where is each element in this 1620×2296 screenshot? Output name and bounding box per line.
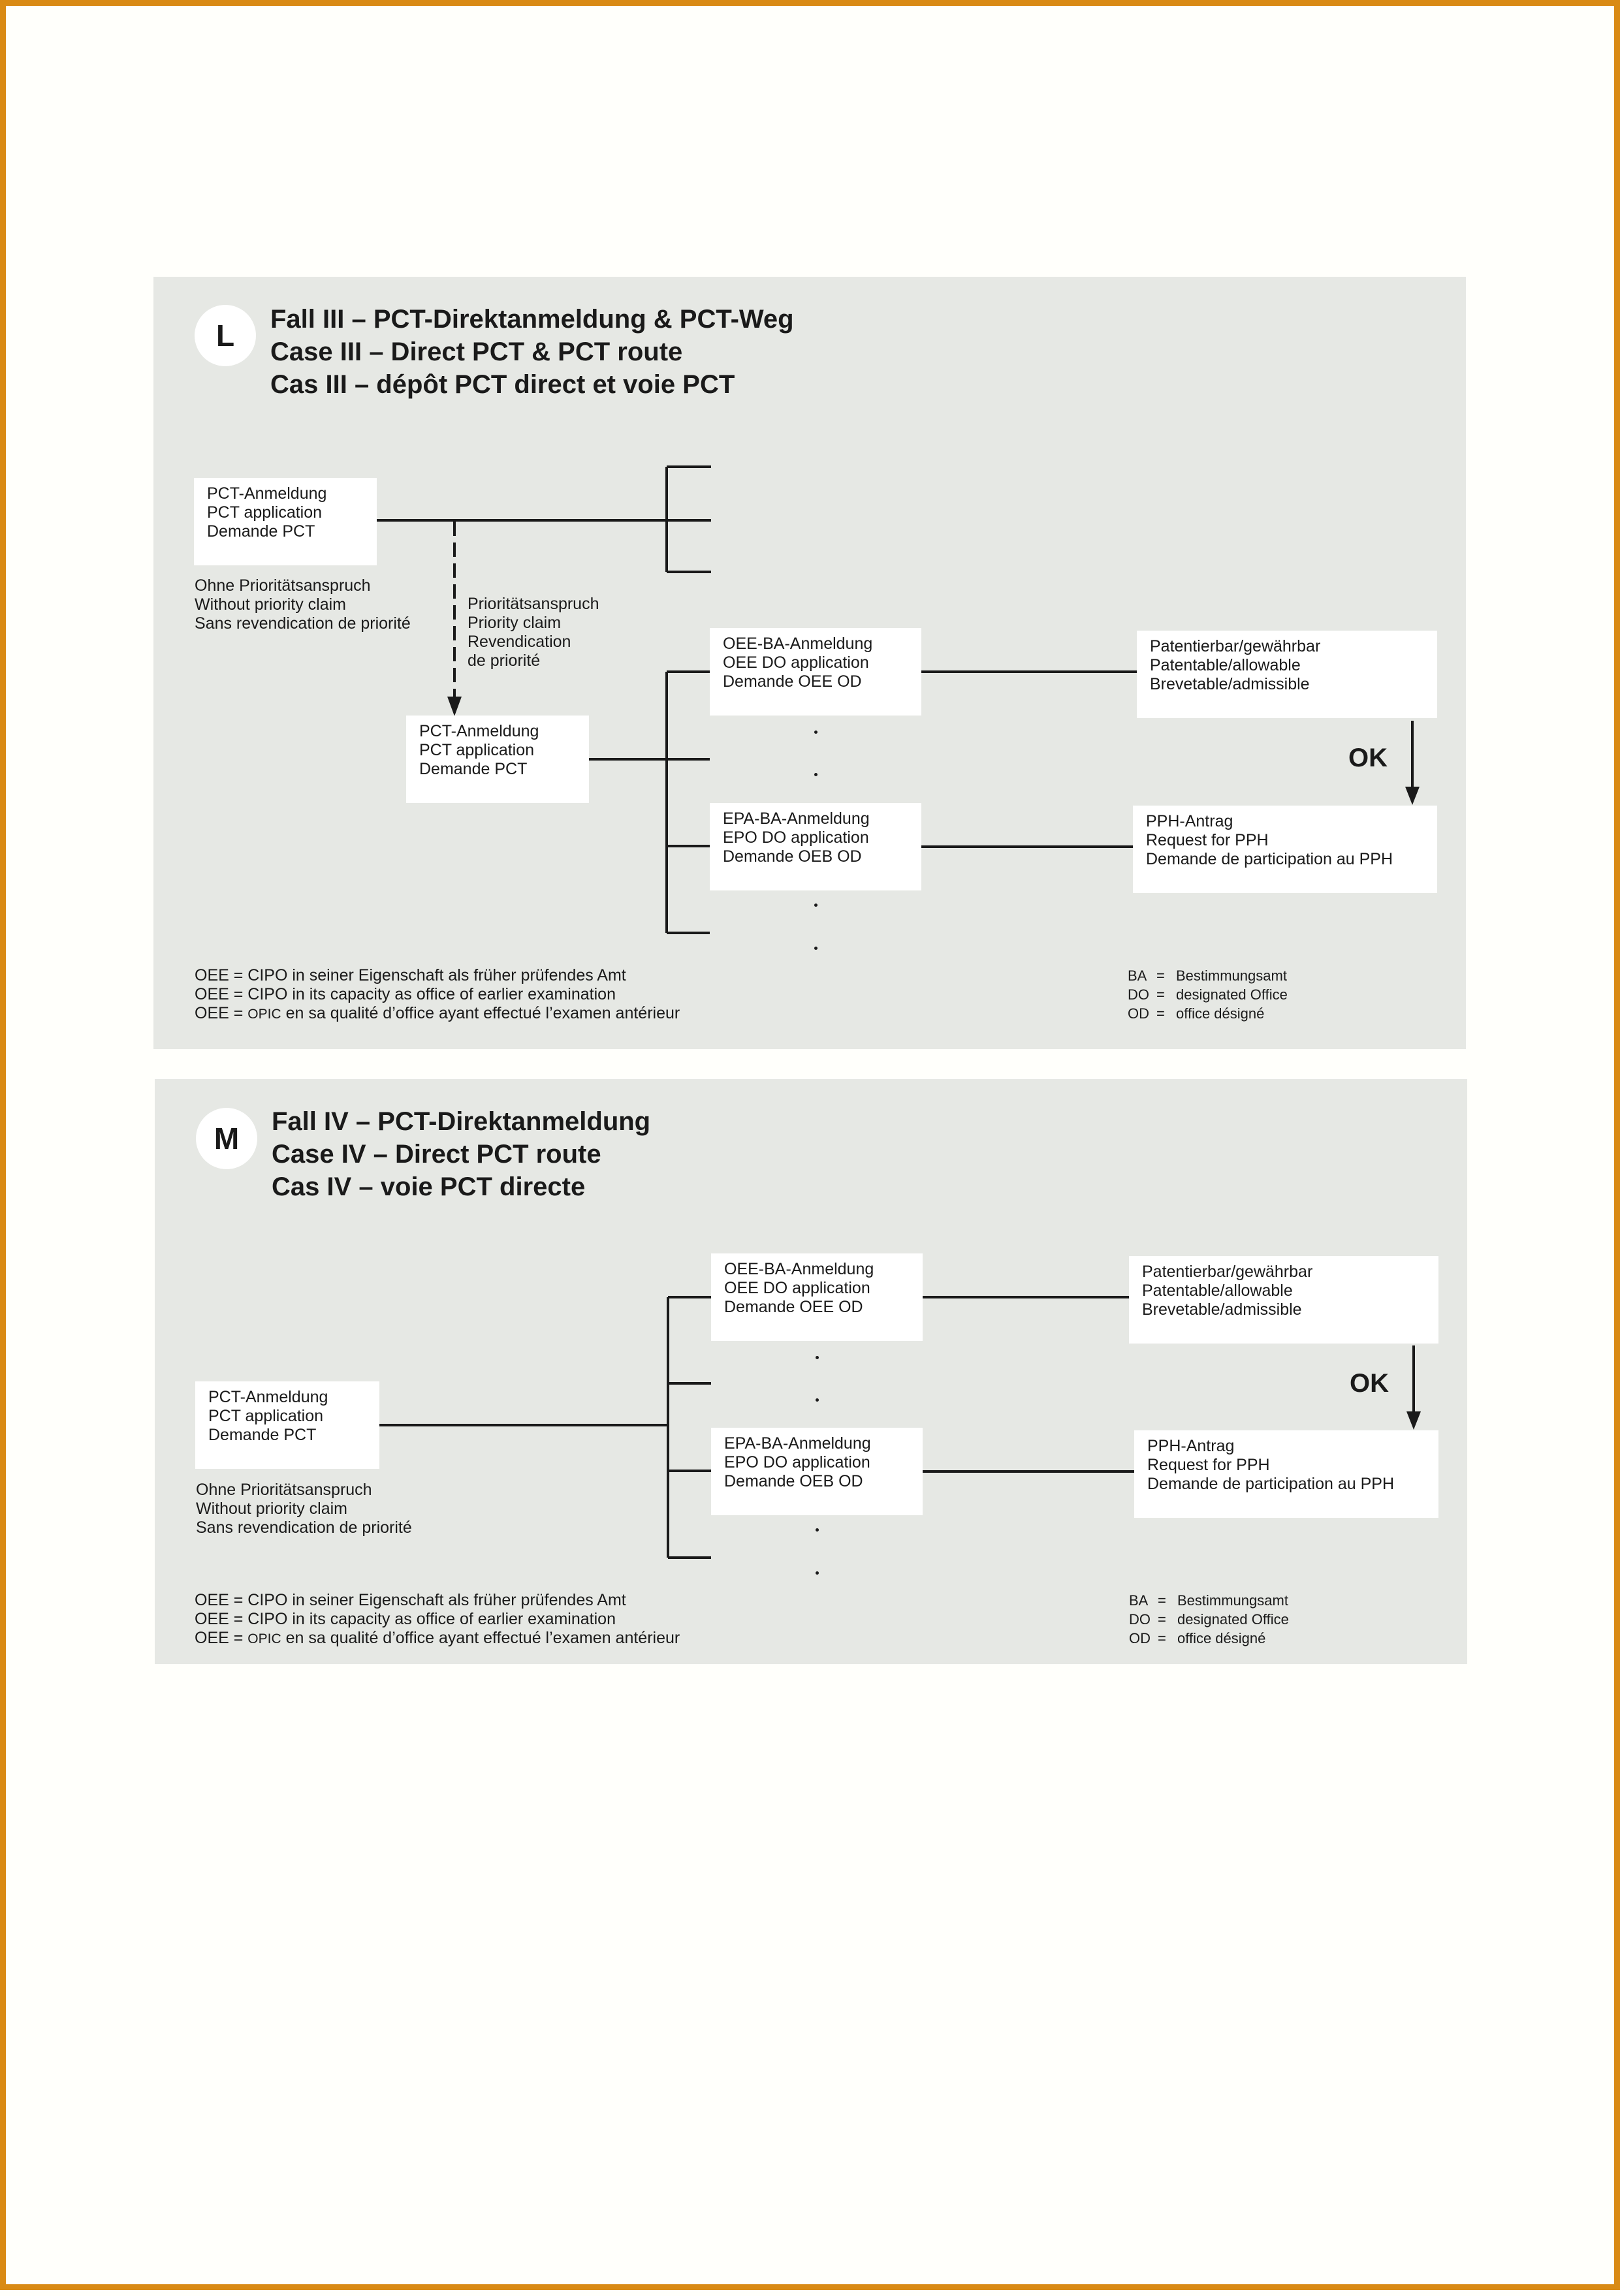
- footnote-line: [195, 1629, 680, 1648]
- legend-abbr: OD: [1128, 1005, 1149, 1022]
- legend-text: Bestimmungsamt: [1177, 1592, 1288, 1609]
- box-line: Request for PPH: [1146, 831, 1269, 849]
- footnote-part: OPIC: [247, 1631, 281, 1646]
- legend-abbr: OD: [1129, 1630, 1151, 1646]
- box-line: Demande de participation au PPH: [1147, 1475, 1395, 1493]
- legend-text: office désigné: [1176, 1005, 1265, 1022]
- footnote-part: en sa qualité d’office ayant effectué l’examen antérieur: [281, 1629, 680, 1647]
- ellipsis-dot: [816, 1356, 819, 1359]
- legend-text: office désigné: [1177, 1630, 1266, 1646]
- box-line: PCT-Anmeldung: [419, 722, 539, 740]
- epo-do-application-box: [711, 1428, 923, 1515]
- box-line: OEE-BA-Anmeldung: [724, 1260, 874, 1278]
- box-line: Demande OEE OD: [724, 1298, 863, 1316]
- legend-eq: =: [1156, 967, 1165, 984]
- note-line: Sans revendication de priorité: [195, 614, 411, 633]
- patentable-box: [1129, 1256, 1438, 1344]
- no-priority-note: [196, 1481, 412, 1537]
- box-line: PPH-Antrag: [1147, 1437, 1235, 1455]
- footnote-part: en sa qualité d’office ayant effectué l’examen antérieur: [281, 1004, 680, 1022]
- note-line: Ohne Prioritätsanspruch: [196, 1481, 372, 1499]
- box-line: EPA-BA-Anmeldung: [724, 1434, 871, 1453]
- box-line: Brevetable/admissible: [1150, 675, 1310, 693]
- box-line: PCT-Anmeldung: [208, 1388, 328, 1406]
- pph-request-box: [1134, 1430, 1438, 1518]
- legend-text: designated Office: [1176, 986, 1288, 1003]
- footnote-line: OEE = CIPO in its capacity as office of earlier examination: [195, 985, 616, 1003]
- box-line: PCT application: [419, 741, 535, 759]
- box-line: PCT-Anmeldung: [207, 484, 327, 503]
- box-line: PPH-Antrag: [1146, 812, 1233, 830]
- legend-abbr: DO: [1129, 1611, 1151, 1628]
- box-line: Patentable/allowable: [1142, 1282, 1293, 1300]
- footnote-part: OEE =: [195, 1629, 248, 1647]
- legend-eq: =: [1158, 1592, 1166, 1609]
- box-line: Patentierbar/gewährbar: [1150, 637, 1321, 655]
- box-line: Demande OEE OD: [723, 672, 862, 691]
- title-en: Case III – Direct PCT & PCT route: [270, 338, 683, 366]
- box-line: Demande PCT: [419, 760, 528, 778]
- box-line: EPA-BA-Anmeldung: [723, 810, 870, 828]
- title-de: Fall IV – PCT-Direktanmeldung: [272, 1107, 651, 1136]
- ellipsis-dot: [816, 1528, 819, 1532]
- footnote-line: OEE = CIPO in seiner Eigenschaft als früher prüfendes Amt: [195, 1591, 626, 1609]
- legend-text: Bestimmungsamt: [1176, 967, 1287, 984]
- note-line: Prioritätsanspruch: [468, 595, 599, 613]
- title-fr: Cas III – dépôt PCT direct et voie PCT: [270, 370, 735, 399]
- box-line: Demande PCT: [207, 522, 315, 541]
- ellipsis-dot: [816, 1398, 819, 1402]
- box-line: OEE DO application: [724, 1279, 870, 1297]
- note-line: de priorité: [468, 652, 541, 670]
- legend-row: [1129, 1629, 1289, 1648]
- ellipsis-dot: [816, 1571, 819, 1575]
- legend-eq: =: [1156, 986, 1165, 1003]
- legend-row: [1129, 1610, 1289, 1629]
- box-line: Demande de participation au PPH: [1146, 850, 1393, 868]
- title-de: Fall III – PCT-Direktanmeldung & PCT-Weg: [270, 305, 794, 334]
- box-line: Brevetable/admissible: [1142, 1300, 1302, 1319]
- ok-label: OK: [1348, 744, 1388, 772]
- note-line: Sans revendication de priorité: [196, 1518, 412, 1537]
- case-l-badge: L: [195, 305, 256, 366]
- box-line: PCT application: [208, 1407, 324, 1425]
- title-en: Case IV – Direct PCT route: [272, 1140, 601, 1169]
- case-m-badge: M: [196, 1108, 257, 1169]
- box-line: Demande OEB OD: [723, 847, 862, 866]
- footnote-line: OEE = CIPO in its capacity as office of earlier examination: [195, 1610, 616, 1628]
- box-line: Demande OEB OD: [724, 1472, 863, 1490]
- legend-eq: =: [1158, 1611, 1166, 1628]
- legend-abbr: BA: [1129, 1592, 1149, 1609]
- footnote-part: OEE =: [195, 1004, 248, 1022]
- box-line: EPO DO application: [723, 828, 869, 847]
- note-line: Without priority claim: [196, 1500, 347, 1518]
- box-line: OEE-BA-Anmeldung: [723, 635, 873, 653]
- pct-application-box: [195, 1381, 379, 1469]
- note-line: Without priority claim: [195, 595, 346, 614]
- ok-label: OK: [1350, 1369, 1389, 1398]
- title-fr: Cas IV – voie PCT directe: [272, 1172, 586, 1201]
- case-m-connectors: [6, 6, 1620, 2296]
- legend-abbr: DO: [1128, 986, 1149, 1003]
- note-line: Ohne Prioritätsanspruch: [195, 576, 371, 595]
- box-line: PCT application: [207, 503, 323, 522]
- note-line: Revendication: [468, 633, 571, 651]
- legend-eq: =: [1156, 1005, 1165, 1022]
- legend-eq: =: [1158, 1630, 1166, 1646]
- box-line: Patentierbar/gewährbar: [1142, 1263, 1313, 1281]
- footnote-line: OEE = CIPO in seiner Eigenschaft als früher prüfendes Amt: [195, 966, 626, 984]
- legend-abbr: BA: [1128, 967, 1147, 984]
- legend-row: [1129, 1591, 1289, 1610]
- box-line: Patentable/allowable: [1150, 656, 1301, 674]
- abbreviation-legend: [1129, 1591, 1289, 1648]
- oee-do-application-box: [711, 1253, 923, 1341]
- footnote-part: OPIC: [247, 1007, 281, 1022]
- oee-footnote: [195, 1591, 680, 1648]
- note-line: Priority claim: [468, 614, 562, 632]
- box-line: Demande PCT: [208, 1426, 317, 1444]
- box-line: Request for PPH: [1147, 1456, 1270, 1474]
- box-line: EPO DO application: [724, 1453, 870, 1471]
- legend-text: designated Office: [1177, 1611, 1289, 1628]
- box-line: OEE DO application: [723, 653, 869, 672]
